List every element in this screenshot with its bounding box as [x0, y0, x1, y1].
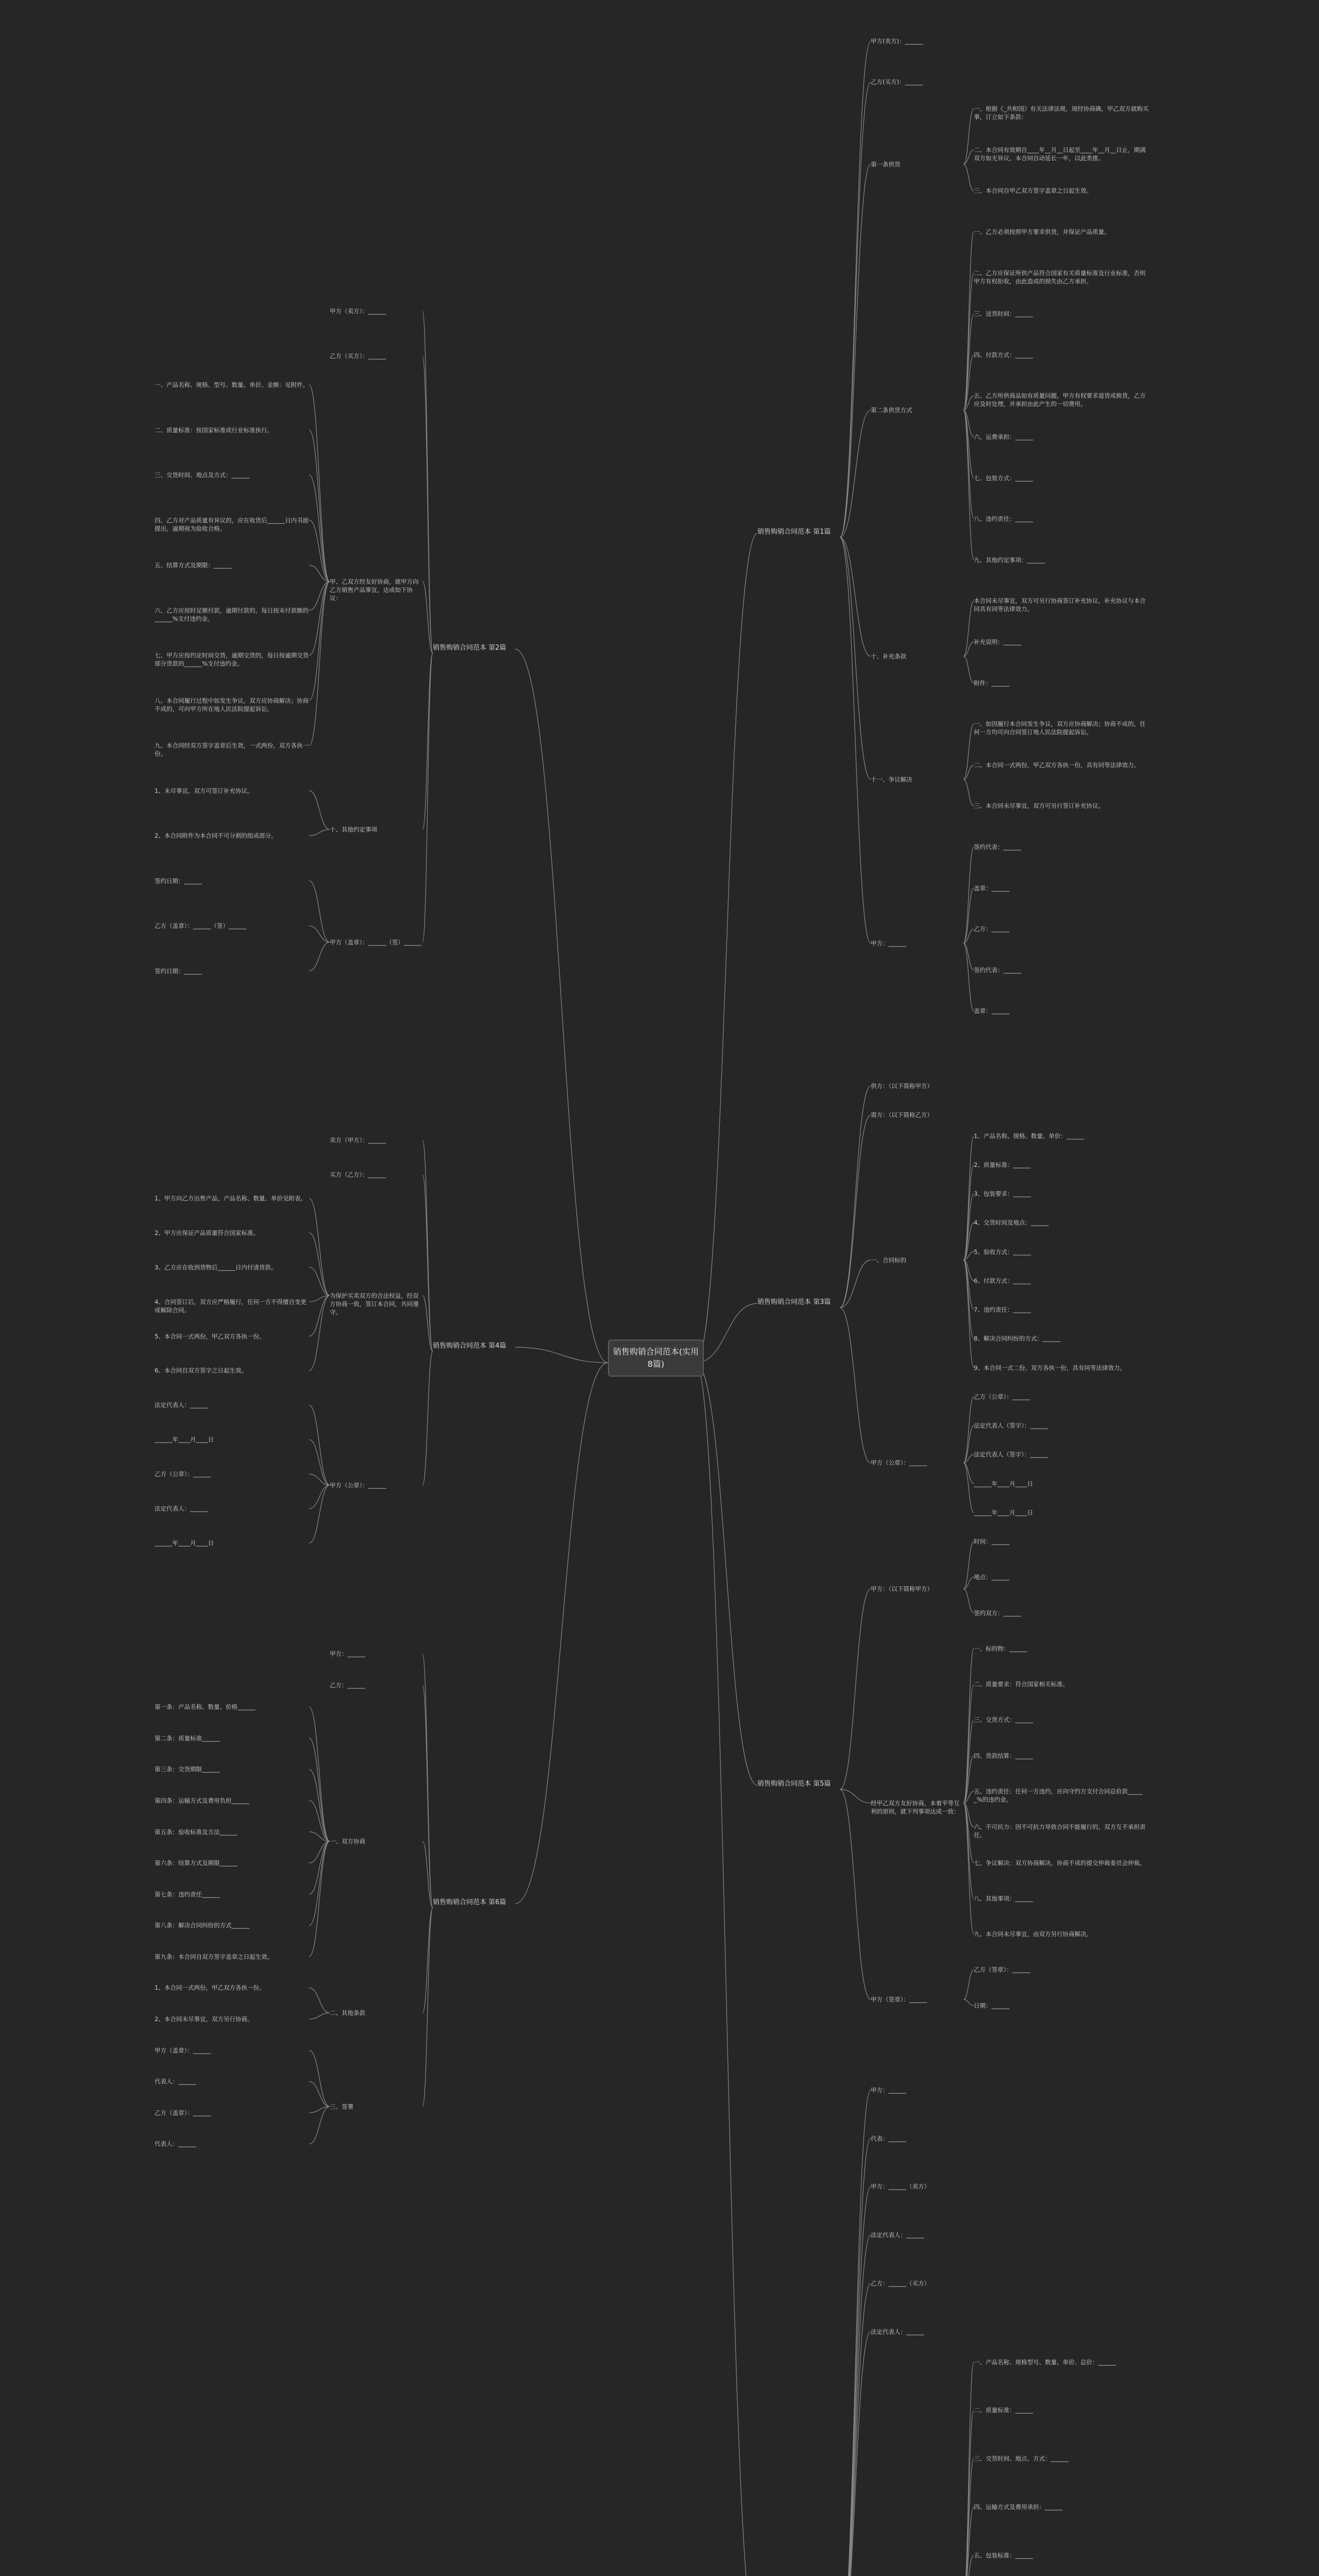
branch-2-item-5-sub-3[interactable]: 签约日期：______ [155, 967, 202, 975]
branch-2-item-4-sub-1[interactable]: 1、未尽事宜，双方可签订补充协议。 [155, 787, 253, 794]
branch-1-item-6-sub-3[interactable]: 三、本合同未尽事宜，双方可另行签订补充协议。 [974, 802, 1104, 810]
branch-2-item-3-sub-8[interactable]: 八、本合同履行过程中如发生争议，双方应协商解决；协商不成的，可向甲方所在地人民法院提起诉讼。 [155, 697, 309, 713]
branch-1-item-7-sub-2[interactable]: 盖章：______ [974, 884, 1009, 892]
branch-1-item-3-sub-3[interactable]: 三、本合同自甲乙双方签字盖章之日起生效。 [974, 187, 1092, 195]
branch-6-item-3-sub-2[interactable]: 第二条：质量标准______ [155, 1734, 220, 1742]
branch-node-2[interactable]: 销售购销合同范本 第2篇 [433, 644, 506, 652]
branch-6-item-3-sub-4[interactable]: 第四条：运输方式及费用负担______ [155, 1797, 249, 1804]
branch-7-item-7-sub-2[interactable]: 二、质量标准：______ [974, 2406, 1033, 2414]
branch-2-item-3-sub-5[interactable]: 五、结算方式及期限：______ [155, 562, 232, 569]
branch-2-item-3-sub-7[interactable]: 七、甲方应按约定时间交货，逾期交货的，每日按逾期交货部分货款的______%支付违约金。 [155, 652, 309, 667]
branch-3-item-3-sub-5[interactable]: 5、验收方式：______ [974, 1248, 1031, 1256]
branch-6-item-5-sub-3[interactable]: 乙方（盖章）：______ [155, 2109, 211, 2116]
branch-5-item-2-sub-4[interactable]: 四、货款结算：______ [974, 1752, 1033, 1759]
branch-1-item-6[interactable]: 十一、争议解决 [871, 775, 912, 783]
branch-6-item-3-sub-8[interactable]: 第八条：解决合同纠纷的方式______ [155, 1922, 249, 1929]
branch-3-item-3[interactable]: 一、合同标的 [871, 1256, 906, 1264]
branch-4-item-3-sub-2[interactable]: 2、甲方应保证产品质量符合国家标准。 [155, 1229, 259, 1236]
branch-7-item-7-sub-5[interactable]: 五、包装标准：______ [974, 2551, 1033, 2559]
branch-1-item-5-sub-1[interactable]: 本合同未尽事宜，双方可另行协商签订补充协议，补充协议与本合同具有同等法律效力。 [974, 597, 1146, 613]
branch-3-item-3-sub-8[interactable]: 8、解决合同纠纷的方式：______ [974, 1335, 1061, 1343]
branch-4-item-4[interactable]: 甲方（公章）：______ [330, 1481, 386, 1489]
branch-1-item-4-sub-9[interactable]: 九、其他约定事项：______ [974, 556, 1045, 564]
branch-4-item-3-sub-1[interactable]: 1、甲方向乙方出售产品，产品名称、数量、单价见附表。 [155, 1194, 307, 1202]
branch-3-item-3-sub-6[interactable]: 6、付款方式：______ [974, 1277, 1031, 1284]
branch-6-item-3-sub-9[interactable]: 第九条：本合同自双方签字盖章之日起生效。 [155, 1953, 273, 1960]
branch-1-item-7-sub-3[interactable]: 乙方：______ [974, 925, 1009, 933]
branch-1-item-4-sub-8[interactable]: 八、违约责任：______ [974, 515, 1033, 523]
branch-1-item-4-sub-2[interactable]: 二、乙方应保证所供产品符合国家有关质量标准及行业标准，否则甲方有权拒收，由此造成的损失由乙方承担。 [974, 269, 1146, 285]
branch-7-item-5[interactable]: 乙方：______（买方） [871, 2279, 930, 2287]
branch-2-item-3-sub-3[interactable]: 三、交货时间、地点及方式：______ [155, 471, 249, 479]
branch-5-item-1-sub-3[interactable]: 签约双方：______ [974, 1609, 1021, 1617]
branch-2-item-3-sub-2[interactable]: 二、质量标准：按国家标准或行业标准执行。 [155, 426, 273, 434]
branch-5-item-2-sub-3[interactable]: 三、交货方式：______ [974, 1716, 1033, 1724]
branch-3-item-4-sub-2[interactable]: 法定代表人（签字）：______ [974, 1422, 1048, 1429]
branch-6-item-3-sub-5[interactable]: 第五条：验收标准及方法______ [155, 1828, 238, 1836]
branch-5-item-2-sub-9[interactable]: 九、本合同未尽事宜，由双方另行协商解决。 [974, 1930, 1092, 1938]
branch-3-item-3-sub-7[interactable]: 7、违约责任：______ [974, 1306, 1031, 1313]
branch-3-item-3-sub-3[interactable]: 3、包装要求：______ [974, 1190, 1031, 1197]
branch-3-item-4-sub-3[interactable]: 法定代表人（签字）：______ [974, 1451, 1048, 1459]
branch-1-item-7-sub-4[interactable]: 签约代表：______ [974, 966, 1021, 974]
branch-2-item-4-sub-2[interactable]: 2、本合同附件为本合同不可分割的组成部分。 [155, 832, 277, 839]
branch-1-item-4-sub-1[interactable]: 一、乙方必须按照甲方要求供货，并保证产品质量。 [974, 228, 1110, 235]
branch-5-item-3-sub-1[interactable]: 乙方（签章）：______ [974, 1966, 1030, 1974]
branch-node-5[interactable]: 销售购销合同范本 第5篇 [757, 1780, 831, 1788]
branch-5-item-1-sub-2[interactable]: 地点：______ [974, 1573, 1009, 1581]
branch-4-item-4-sub-2[interactable]: ______年____月____日 [155, 1436, 214, 1444]
branch-node-4[interactable]: 销售购销合同范本 第4篇 [433, 1342, 506, 1350]
branch-6-item-5-sub-4[interactable]: 代表人：______ [155, 2140, 196, 2148]
branch-2-item-3[interactable]: 甲、乙双方经友好协商，就甲方向乙方销售产品事宜，达成如下协议： [330, 578, 419, 602]
branch-2-item-2[interactable]: 乙方（买方）：______ [330, 352, 386, 360]
branch-1-item-3[interactable]: 第一条供货 [871, 160, 901, 168]
branch-1-item-7[interactable]: 甲方：______ [871, 940, 906, 947]
branch-2-item-5[interactable]: 甲方（盖章）：______（签）______ [330, 938, 422, 946]
branch-7-item-4[interactable]: 法定代表人：______ [871, 2231, 924, 2239]
branch-3-item-3-sub-4[interactable]: 4、交货时间及地点：______ [974, 1219, 1049, 1227]
branch-6-item-3-sub-7[interactable]: 第七条：违约责任______ [155, 1890, 220, 1898]
branch-3-item-4[interactable]: 甲方（公章）：______ [871, 1459, 927, 1467]
branch-6-item-3-sub-3[interactable]: 第三条：交货期限______ [155, 1766, 220, 1773]
branch-6-item-5-sub-2[interactable]: 代表人：______ [155, 2078, 196, 2086]
branch-7-item-7-sub-3[interactable]: 三、交货时间、地点、方式：______ [974, 2455, 1069, 2462]
branch-4-item-3-sub-3[interactable]: 3、乙方应在收到货物后______日内付清货款。 [155, 1263, 277, 1271]
root-node[interactable]: 销售购销合同范本(实用8篇) [608, 1340, 704, 1377]
branch-5-item-2-sub-7[interactable]: 七、争议解决：双方协商解决，协商不成的提交仲裁委员会仲裁。 [974, 1859, 1146, 1867]
branch-6-item-3-sub-1[interactable]: 第一条：产品名称、数量、价格______ [155, 1703, 256, 1711]
branch-1-item-5-sub-2[interactable]: 补充说明：______ [974, 638, 1021, 646]
branch-1-item-4-sub-7[interactable]: 七、包装方式：______ [974, 474, 1033, 482]
branch-5-item-2[interactable]: 经甲乙双方友好协商，本着平等互利的原则，就下列事项达成一致： [871, 1799, 960, 1815]
branch-4-item-1[interactable]: 卖方（甲方）：______ [330, 1137, 386, 1144]
branch-2-item-4[interactable]: 十、其他约定事项 [330, 826, 377, 833]
branch-node-3[interactable]: 销售购销合同范本 第3篇 [757, 1298, 831, 1306]
branch-6-item-2[interactable]: 乙方：______ [330, 1681, 365, 1689]
branch-3-item-4-sub-1[interactable]: 乙方（公章）：______ [974, 1393, 1030, 1400]
branch-4-item-4-sub-3[interactable]: 乙方（公章）：______ [155, 1470, 211, 1478]
branch-2-item-5-sub-2[interactable]: 乙方（盖章）：______（签）______ [155, 922, 247, 929]
branch-3-item-3-sub-2[interactable]: 2、质量标准：______ [974, 1161, 1031, 1168]
branch-6-item-4[interactable]: 二、其他条款 [330, 2009, 365, 2017]
branch-1-item-3-sub-1[interactable]: 一、根据《_共和国》有关法律法规，现经协商确，甲乙双方就购买事，订立如下条款： [974, 105, 1149, 121]
branch-1-item-4[interactable]: 第二条供货方式 [871, 406, 912, 414]
branch-5-item-3[interactable]: 甲方（签章）：______ [871, 1995, 927, 2003]
branch-6-item-5[interactable]: 三、签署 [330, 2103, 353, 2110]
branch-5-item-2-sub-2[interactable]: 二、质量要求：符合国家相关标准。 [974, 1681, 1069, 1688]
branch-4-item-3[interactable]: 为保护买卖双方的合法权益，经双方协商一致，签订本合同，共同遵守。 [330, 1292, 419, 1316]
branch-5-item-2-sub-6[interactable]: 六、不可抗力：因不可抗力导致合同不能履行的，双方互不承担责任。 [974, 1823, 1146, 1839]
branch-2-item-3-sub-1[interactable]: 一、产品名称、规格、型号、数量、单价、金额：见附件。 [155, 381, 309, 388]
branch-7-item-2[interactable]: 代表：______ [871, 2134, 906, 2142]
branch-5-item-3-sub-2[interactable]: 日期：______ [974, 2002, 1009, 2009]
branch-1-item-6-sub-2[interactable]: 二、本合同一式两份，甲乙双方各执一份，具有同等法律效力。 [974, 761, 1140, 769]
branch-4-item-4-sub-4[interactable]: 法定代表人：______ [155, 1505, 208, 1513]
branch-5-item-1-sub-1[interactable]: 时间：______ [974, 1538, 1009, 1545]
branch-1-item-1[interactable]: 甲方(卖方)：______ [871, 37, 923, 45]
branch-3-item-1[interactable]: 供方：（以下简称甲方） [871, 1082, 933, 1090]
branch-node-6[interactable]: 销售购销合同范本 第6篇 [433, 1899, 506, 1906]
branch-6-item-5-sub-1[interactable]: 甲方（盖章）：______ [155, 2046, 211, 2054]
branch-6-item-1[interactable]: 甲方：______ [330, 1650, 365, 1658]
branch-1-item-4-sub-5[interactable]: 五、乙方所供商品如有质量问题，甲方有权要求退货或换货，乙方应及时处理，并承担由此产生的一切费用。 [974, 392, 1146, 408]
branch-1-item-6-sub-1[interactable]: 一、如因履行本合同发生争议，双方应协商解决；协商不成的，任何一方均可向合同签订地人民法院提起诉讼。 [974, 720, 1146, 736]
branch-1-item-4-sub-6[interactable]: 六、运费承担：______ [974, 433, 1033, 440]
branch-6-item-4-sub-1[interactable]: 1、本合同一式两份，甲乙双方各执一份。 [155, 1984, 265, 1992]
branch-2-item-5-sub-1[interactable]: 签约日期：______ [155, 877, 202, 885]
branch-1-item-5-sub-3[interactable]: 附件：______ [974, 679, 1009, 687]
branch-1-item-5[interactable]: 十、补充条款 [871, 652, 906, 660]
branch-2-item-3-sub-4[interactable]: 四、乙方对产品质量有异议的，应在收货后______日内书面提出，逾期视为验收合格。 [155, 516, 309, 532]
branch-5-item-2-sub-8[interactable]: 八、其他事项：______ [974, 1894, 1033, 1902]
branch-7-item-7-sub-4[interactable]: 四、运输方式及费用承担：______ [974, 2503, 1063, 2511]
branch-3-item-4-sub-5[interactable]: ______年____月____日 [974, 1509, 1033, 1516]
branch-3-item-3-sub-1[interactable]: 1、产品名称、规格、数量、单价：______ [974, 1132, 1085, 1140]
branch-1-item-3-sub-2[interactable]: 二、本合同有效期自____年__月__日起至____年__月__日止，期满双方如无异议，本合同自动延长一年，以此类推。 [974, 146, 1146, 162]
branch-4-item-4-sub-1[interactable]: 法定代表人：______ [155, 1401, 208, 1409]
branch-7-item-3[interactable]: 甲方：______（卖方） [871, 2183, 930, 2191]
branch-6-item-4-sub-2[interactable]: 2、本合同未尽事宜，双方另行协商。 [155, 2015, 253, 2023]
branch-4-item-3-sub-5[interactable]: 5、本合同一式两份，甲乙双方各执一份。 [155, 1332, 265, 1340]
branch-4-item-2[interactable]: 买方（乙方）：______ [330, 1171, 386, 1179]
branch-7-item-7-sub-1[interactable]: 一、产品名称、规格型号、数量、单价、总价：______ [974, 2358, 1116, 2366]
branch-node-1[interactable]: 销售购销合同范本 第1篇 [757, 528, 831, 536]
branch-7-item-1[interactable]: 甲方：______ [871, 2086, 906, 2094]
branch-2-item-1[interactable]: 甲方（卖方）：______ [330, 307, 386, 315]
branch-5-item-2-sub-5[interactable]: 五、违约责任：任何一方违约，应向守约方支付合同总价款______%的违约金。 [974, 1788, 1143, 1803]
branch-4-item-3-sub-6[interactable]: 6、本合同自双方签字之日起生效。 [155, 1367, 247, 1375]
branch-3-item-3-sub-9[interactable]: 9、本合同一式二份，双方各执一份，具有同等法律效力。 [974, 1364, 1126, 1371]
branch-1-item-7-sub-5[interactable]: 盖章：______ [974, 1007, 1009, 1015]
branch-6-item-3-sub-6[interactable]: 第六条：结算方式及期限______ [155, 1859, 238, 1867]
branch-1-item-7-sub-1[interactable]: 签约代表：______ [974, 843, 1021, 851]
branch-4-item-3-sub-4[interactable]: 4、合同签订后，双方应严格履行，任何一方不得擅自变更或解除合同。 [155, 1298, 307, 1314]
branch-5-item-1[interactable]: 甲方：（以下简称甲方） [871, 1585, 933, 1592]
branch-1-item-4-sub-3[interactable]: 三、送货时间：______ [974, 310, 1033, 318]
branch-3-item-2[interactable]: 需方：（以下简称乙方） [871, 1111, 933, 1119]
branch-3-item-4-sub-4[interactable]: ______年____月____日 [974, 1480, 1033, 1487]
branch-4-item-4-sub-5[interactable]: ______年____月____日 [155, 1539, 214, 1547]
branch-6-item-3[interactable]: 一、双方协商 [330, 1837, 365, 1845]
branch-2-item-3-sub-6[interactable]: 六、乙方应按时足额付款，逾期付款的，每日按未付款额的______%支付违约金。 [155, 606, 309, 622]
branch-1-item-2[interactable]: 乙方(买方)：______ [871, 78, 923, 86]
branch-2-item-3-sub-9[interactable]: 九、本合同经双方签字盖章后生效，一式两份，双方各执一份。 [155, 742, 309, 757]
branch-5-item-2-sub-1[interactable]: 一、标的物：______ [974, 1645, 1027, 1652]
branch-1-item-4-sub-4[interactable]: 四、付款方式：______ [974, 351, 1033, 359]
branch-7-item-6[interactable]: 法定代表人：______ [871, 2328, 924, 2335]
